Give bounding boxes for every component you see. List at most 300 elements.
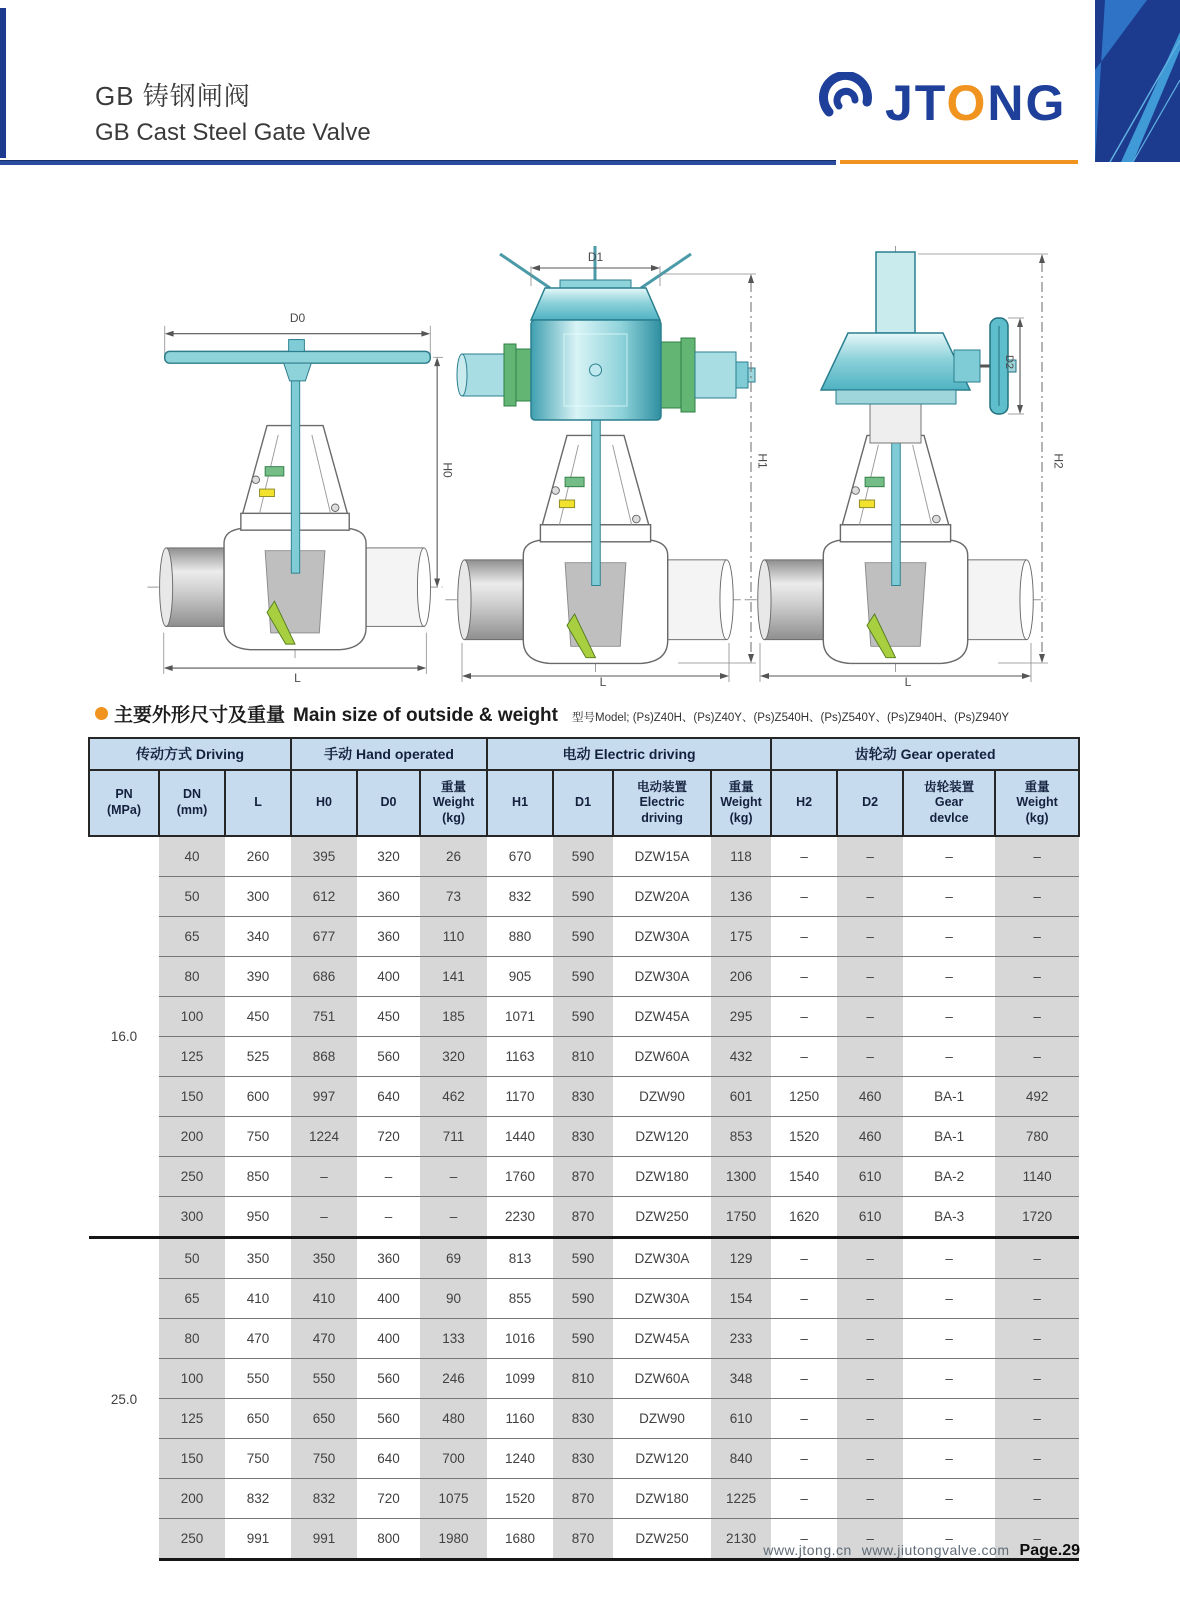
data-cell: – xyxy=(771,1279,837,1319)
data-cell: 200 xyxy=(159,1117,225,1157)
column-header-cell: 电动装置 Electric driving xyxy=(613,770,711,836)
data-cell: 1225 xyxy=(711,1479,771,1519)
data-cell: – xyxy=(995,1238,1079,1279)
data-cell: 462 xyxy=(420,1077,487,1117)
column-header-cell: PN (MPa) xyxy=(89,770,159,836)
column-header-cell: H0 xyxy=(291,770,357,836)
data-cell: – xyxy=(837,1037,903,1077)
data-cell: – xyxy=(771,1439,837,1479)
data-cell: – xyxy=(837,1279,903,1319)
data-cell: 1170 xyxy=(487,1077,553,1117)
data-cell: 686 xyxy=(291,957,357,997)
data-cell: – xyxy=(903,1279,995,1319)
data-cell: 90 xyxy=(420,1279,487,1319)
data-cell: 560 xyxy=(357,1359,420,1399)
data-cell: 80 xyxy=(159,957,225,997)
data-cell: – xyxy=(995,917,1079,957)
group-header-cell: 传动方式 Driving xyxy=(89,738,291,770)
data-cell: 320 xyxy=(420,1037,487,1077)
corner-band-graphic xyxy=(1095,0,1180,162)
table-column-row xyxy=(89,770,1079,836)
gear-valve-illustration xyxy=(758,238,1058,686)
data-cell: 1224 xyxy=(291,1117,357,1157)
data-cell: 650 xyxy=(291,1399,357,1439)
data-cell: DZW20A xyxy=(613,877,711,917)
data-cell: DZW15A xyxy=(613,836,711,877)
data-cell: 360 xyxy=(357,917,420,957)
dim-label-h2: H2 xyxy=(1051,453,1066,469)
page-title xyxy=(95,76,371,147)
table-row xyxy=(89,997,1079,1037)
data-cell: 800 xyxy=(357,1519,420,1560)
page-footer xyxy=(763,1542,1080,1560)
data-cell: 470 xyxy=(225,1319,291,1359)
data-cell: – xyxy=(771,957,837,997)
brand-jt: JT xyxy=(885,75,947,131)
header-rule-blue xyxy=(0,160,836,165)
dim-label-h1: H1 xyxy=(755,453,770,469)
model-list: 型号Model; (Ps)Z40H、(Ps)Z40Y、(Ps)Z540H、(Ps)Z540Y、(Ps)Z940H、(Ps)Z940Y xyxy=(571,712,1010,724)
data-cell: 295 xyxy=(711,997,771,1037)
data-cell: – xyxy=(357,1157,420,1197)
data-cell: 590 xyxy=(553,917,613,957)
data-cell: – xyxy=(837,1479,903,1519)
data-cell: 450 xyxy=(357,997,420,1037)
data-cell: DZW90 xyxy=(613,1077,711,1117)
data-cell: 870 xyxy=(553,1197,613,1238)
dim-label-h0: H0 xyxy=(440,462,455,478)
data-cell: BA-3 xyxy=(903,1197,995,1238)
data-cell: – xyxy=(995,1037,1079,1077)
size-table-body xyxy=(89,836,1079,1560)
data-cell: – xyxy=(995,957,1079,997)
data-cell: – xyxy=(837,997,903,1037)
table-row xyxy=(89,1359,1079,1399)
data-cell: DZW60A xyxy=(613,1359,711,1399)
table-row xyxy=(89,1117,1079,1157)
data-cell: 750 xyxy=(225,1117,291,1157)
data-cell: DZW180 xyxy=(613,1157,711,1197)
data-cell: 340 xyxy=(225,917,291,957)
page-title-en: GB Cast Steel Gate Valve xyxy=(95,119,371,146)
data-cell: 348 xyxy=(711,1359,771,1399)
data-cell: – xyxy=(995,997,1079,1037)
data-cell: 400 xyxy=(357,1319,420,1359)
data-cell: 600 xyxy=(225,1077,291,1117)
data-cell: 175 xyxy=(711,917,771,957)
data-cell: 650 xyxy=(225,1399,291,1439)
data-cell: 233 xyxy=(711,1319,771,1359)
data-cell: 100 xyxy=(159,1359,225,1399)
data-cell: 560 xyxy=(357,1037,420,1077)
brand-o: O xyxy=(946,75,988,131)
data-cell: – xyxy=(771,877,837,917)
data-cell: 991 xyxy=(291,1519,357,1560)
data-cell: 1520 xyxy=(487,1479,553,1519)
footer-url-jiutongvalve: www.jiutongvalve.com xyxy=(861,1542,1010,1558)
dim-label-d0: D0 xyxy=(289,311,306,325)
data-cell: 350 xyxy=(291,1238,357,1279)
data-cell: – xyxy=(837,917,903,957)
size-weight-table xyxy=(88,737,1080,1561)
data-cell: 612 xyxy=(291,877,357,917)
data-cell: – xyxy=(837,1359,903,1399)
data-cell: 360 xyxy=(357,877,420,917)
pn-cell: 16.0 xyxy=(89,836,159,1238)
data-cell: – xyxy=(903,917,995,957)
table-row xyxy=(89,1479,1079,1519)
data-cell: – xyxy=(903,877,995,917)
data-cell: – xyxy=(903,1519,995,1560)
table-row xyxy=(89,1157,1079,1197)
data-cell: 65 xyxy=(159,1279,225,1319)
data-cell: 1760 xyxy=(487,1157,553,1197)
data-cell: 395 xyxy=(291,836,357,877)
data-cell: – xyxy=(771,1359,837,1399)
data-cell: – xyxy=(837,1238,903,1279)
data-cell: 590 xyxy=(553,997,613,1037)
table-row xyxy=(89,957,1079,997)
data-cell: 50 xyxy=(159,1238,225,1279)
data-cell: 610 xyxy=(711,1399,771,1439)
section-title xyxy=(95,700,1009,727)
data-cell: – xyxy=(995,1399,1079,1439)
data-cell: 830 xyxy=(553,1439,613,1479)
data-cell: 560 xyxy=(357,1399,420,1439)
pn-cell: 25.0 xyxy=(89,1238,159,1560)
data-cell: BA-1 xyxy=(903,1077,995,1117)
data-cell: 850 xyxy=(225,1157,291,1197)
table-row xyxy=(89,836,1079,877)
handwheel-valve-drawing xyxy=(150,305,455,685)
data-cell: 250 xyxy=(159,1519,225,1560)
column-header-cell: H1 xyxy=(487,770,553,836)
table-row xyxy=(89,877,1079,917)
data-cell: – xyxy=(995,836,1079,877)
data-cell: 780 xyxy=(995,1117,1079,1157)
data-cell: 832 xyxy=(225,1479,291,1519)
data-cell: 832 xyxy=(487,877,553,917)
data-cell: 141 xyxy=(420,957,487,997)
data-cell: 129 xyxy=(711,1238,771,1279)
data-cell: 525 xyxy=(225,1037,291,1077)
column-header-cell: 重量 Weight (kg) xyxy=(995,770,1079,836)
data-cell: 610 xyxy=(837,1197,903,1238)
footer-url-jtong: www.jtong.cn xyxy=(763,1542,852,1558)
data-cell: 1300 xyxy=(711,1157,771,1197)
data-cell: 853 xyxy=(711,1117,771,1157)
data-cell: 1016 xyxy=(487,1319,553,1359)
data-cell: – xyxy=(995,877,1079,917)
data-cell: DZW30A xyxy=(613,1279,711,1319)
data-cell: 480 xyxy=(420,1399,487,1439)
data-cell: 73 xyxy=(420,877,487,917)
data-cell: 855 xyxy=(487,1279,553,1319)
data-cell: – xyxy=(837,1519,903,1560)
data-cell: BA-2 xyxy=(903,1157,995,1197)
group-header-cell: 齿轮动 Gear operated xyxy=(771,738,1079,770)
gear-valve-drawing xyxy=(758,238,1066,689)
data-cell: 390 xyxy=(225,957,291,997)
data-cell: – xyxy=(995,1439,1079,1479)
data-cell: 200 xyxy=(159,1479,225,1519)
dim-label-d1: D1 xyxy=(587,250,604,264)
data-cell: – xyxy=(771,1319,837,1359)
data-cell: 720 xyxy=(357,1479,420,1519)
data-cell: 460 xyxy=(837,1117,903,1157)
data-cell: 100 xyxy=(159,997,225,1037)
header-rule-orange xyxy=(840,160,1078,164)
data-cell: – xyxy=(771,1037,837,1077)
data-cell: – xyxy=(837,836,903,877)
data-cell: 750 xyxy=(291,1439,357,1479)
data-cell: 320 xyxy=(357,836,420,877)
dim-label-d2: D2 xyxy=(1003,354,1016,370)
data-cell: 590 xyxy=(553,877,613,917)
data-cell: 260 xyxy=(225,836,291,877)
data-cell: – xyxy=(291,1157,357,1197)
data-cell: – xyxy=(995,1359,1079,1399)
data-cell: 601 xyxy=(711,1077,771,1117)
data-cell: – xyxy=(420,1197,487,1238)
brand-swirl-icon xyxy=(815,72,877,134)
data-cell: – xyxy=(903,836,995,877)
data-cell: – xyxy=(903,1319,995,1359)
data-cell: 991 xyxy=(225,1519,291,1560)
column-header-cell: H2 xyxy=(771,770,837,836)
data-cell: 1680 xyxy=(487,1519,553,1560)
data-cell: DZW30A xyxy=(613,957,711,997)
column-header-cell: D2 xyxy=(837,770,903,836)
data-cell: DZW45A xyxy=(613,1319,711,1359)
data-cell: 470 xyxy=(291,1319,357,1359)
data-cell: 1980 xyxy=(420,1519,487,1560)
data-cell: 868 xyxy=(291,1037,357,1077)
data-cell: 590 xyxy=(553,836,613,877)
column-header-cell: D1 xyxy=(553,770,613,836)
data-cell: DZW60A xyxy=(613,1037,711,1077)
data-cell: – xyxy=(771,836,837,877)
table-row xyxy=(89,1077,1079,1117)
data-cell: 590 xyxy=(553,957,613,997)
data-cell: 350 xyxy=(225,1238,291,1279)
page-title-zh: GB 铸钢闸阀 xyxy=(95,81,251,111)
data-cell: 69 xyxy=(420,1238,487,1279)
table-row xyxy=(89,1037,1079,1077)
data-cell: 300 xyxy=(225,877,291,917)
data-cell: 700 xyxy=(420,1439,487,1479)
data-cell: 1160 xyxy=(487,1399,553,1439)
data-cell: 550 xyxy=(291,1359,357,1399)
data-cell: 400 xyxy=(357,1279,420,1319)
column-header-cell: 重量 Weight (kg) xyxy=(711,770,771,836)
data-cell: 150 xyxy=(159,1077,225,1117)
data-cell: 125 xyxy=(159,1037,225,1077)
data-cell: DZW120 xyxy=(613,1439,711,1479)
group-header-cell: 电动 Electric driving xyxy=(487,738,771,770)
data-cell: – xyxy=(837,957,903,997)
data-cell: 810 xyxy=(553,1359,613,1399)
orange-bullet-icon xyxy=(95,707,108,720)
section-title-zh: 主要外形尺寸及重量 xyxy=(114,705,286,726)
data-cell: 711 xyxy=(420,1117,487,1157)
data-cell: 1250 xyxy=(771,1077,837,1117)
data-cell: 1240 xyxy=(487,1439,553,1479)
dim-label-l2: L xyxy=(904,675,912,689)
data-cell: – xyxy=(995,1279,1079,1319)
data-cell: DZW180 xyxy=(613,1479,711,1519)
data-cell: 1520 xyxy=(771,1117,837,1157)
table-row xyxy=(89,1399,1079,1439)
page-number: Page.29 xyxy=(1019,1542,1080,1559)
data-cell: – xyxy=(995,1519,1079,1560)
data-cell: – xyxy=(995,1319,1079,1359)
table-row xyxy=(89,1238,1079,1279)
data-cell: 870 xyxy=(553,1479,613,1519)
data-cell: 1075 xyxy=(420,1479,487,1519)
brand-ng: NG xyxy=(987,75,1067,131)
group-header-cell: 手动 Hand operated xyxy=(291,738,487,770)
data-cell: 460 xyxy=(837,1077,903,1117)
data-cell: 751 xyxy=(291,997,357,1037)
data-cell: – xyxy=(291,1197,357,1238)
data-cell: – xyxy=(771,997,837,1037)
dim-label-l0: L xyxy=(294,671,301,685)
table-row xyxy=(89,1319,1079,1359)
data-cell: 997 xyxy=(291,1077,357,1117)
dim-label-l1: L xyxy=(599,675,607,689)
data-cell: – xyxy=(771,917,837,957)
data-cell: 905 xyxy=(487,957,553,997)
data-cell: 2130 xyxy=(711,1519,771,1560)
electric-valve-drawing xyxy=(448,238,770,689)
data-cell: DZW45A xyxy=(613,997,711,1037)
data-cell: – xyxy=(995,1479,1079,1519)
data-cell: 110 xyxy=(420,917,487,957)
data-cell: 677 xyxy=(291,917,357,957)
data-cell: 590 xyxy=(553,1279,613,1319)
data-cell: 590 xyxy=(553,1238,613,1279)
table-row xyxy=(89,1197,1079,1238)
handwheel-valve-illustration xyxy=(150,305,445,680)
electric-valve-illustration xyxy=(448,238,758,686)
column-header-cell: DN (mm) xyxy=(159,770,225,836)
data-cell: 136 xyxy=(711,877,771,917)
data-cell: 590 xyxy=(553,1319,613,1359)
data-cell: 2230 xyxy=(487,1197,553,1238)
data-cell: – xyxy=(837,1399,903,1439)
data-cell: 870 xyxy=(553,1519,613,1560)
column-header-cell: D0 xyxy=(357,770,420,836)
data-cell: 410 xyxy=(291,1279,357,1319)
data-cell: 1620 xyxy=(771,1197,837,1238)
data-cell: – xyxy=(903,1439,995,1479)
data-cell: 870 xyxy=(553,1157,613,1197)
data-cell: BA-1 xyxy=(903,1117,995,1157)
data-cell: – xyxy=(903,1359,995,1399)
data-cell: – xyxy=(771,1479,837,1519)
section-title-en: Main size of outside & weight xyxy=(293,705,558,726)
data-cell: 185 xyxy=(420,997,487,1037)
data-cell: 1540 xyxy=(771,1157,837,1197)
data-cell: – xyxy=(837,1439,903,1479)
data-cell: 80 xyxy=(159,1319,225,1359)
data-cell: 400 xyxy=(357,957,420,997)
data-cell: 640 xyxy=(357,1439,420,1479)
table-row xyxy=(89,1279,1079,1319)
data-cell: – xyxy=(771,1519,837,1560)
data-cell: 720 xyxy=(357,1117,420,1157)
data-cell: DZW250 xyxy=(613,1519,711,1560)
data-cell: 410 xyxy=(225,1279,291,1319)
data-cell: 26 xyxy=(420,836,487,877)
data-cell: 750 xyxy=(225,1439,291,1479)
data-cell: 40 xyxy=(159,836,225,877)
data-cell: 1099 xyxy=(487,1359,553,1399)
data-cell: 1720 xyxy=(995,1197,1079,1238)
data-cell: 432 xyxy=(711,1037,771,1077)
data-cell: 880 xyxy=(487,917,553,957)
data-cell: 125 xyxy=(159,1399,225,1439)
data-cell: – xyxy=(837,1319,903,1359)
data-cell: 1071 xyxy=(487,997,553,1037)
data-cell: 300 xyxy=(159,1197,225,1238)
data-cell: 1750 xyxy=(711,1197,771,1238)
data-cell: 150 xyxy=(159,1439,225,1479)
data-cell: 830 xyxy=(553,1117,613,1157)
data-cell: 610 xyxy=(837,1157,903,1197)
table-row xyxy=(89,917,1079,957)
data-cell: DZW30A xyxy=(613,917,711,957)
data-cell: – xyxy=(903,1037,995,1077)
data-cell: 950 xyxy=(225,1197,291,1238)
data-cell: 65 xyxy=(159,917,225,957)
data-cell: 1163 xyxy=(487,1037,553,1077)
data-cell: 206 xyxy=(711,957,771,997)
brand-logo xyxy=(815,72,1066,134)
data-cell: 360 xyxy=(357,1238,420,1279)
data-cell: 670 xyxy=(487,836,553,877)
data-cell: 830 xyxy=(553,1077,613,1117)
column-header-cell: 齿轮装置 Gear devlce xyxy=(903,770,995,836)
data-cell: – xyxy=(771,1399,837,1439)
table-row xyxy=(89,1439,1079,1479)
data-cell: 450 xyxy=(225,997,291,1037)
data-cell: – xyxy=(357,1197,420,1238)
data-cell: 250 xyxy=(159,1157,225,1197)
data-cell: 1140 xyxy=(995,1157,1079,1197)
data-cell: DZW120 xyxy=(613,1117,711,1157)
data-cell: 1440 xyxy=(487,1117,553,1157)
data-cell: 550 xyxy=(225,1359,291,1399)
data-cell: – xyxy=(420,1157,487,1197)
data-cell: 830 xyxy=(553,1399,613,1439)
data-cell: 50 xyxy=(159,877,225,917)
data-cell: – xyxy=(837,877,903,917)
data-cell: – xyxy=(903,997,995,1037)
data-cell: – xyxy=(771,1238,837,1279)
data-cell: – xyxy=(903,1479,995,1519)
data-cell: 813 xyxy=(487,1238,553,1279)
data-cell: DZW90 xyxy=(613,1399,711,1439)
data-cell: 133 xyxy=(420,1319,487,1359)
data-cell: 810 xyxy=(553,1037,613,1077)
left-edge-accent-bar xyxy=(0,8,6,158)
data-cell: – xyxy=(903,957,995,997)
data-cell: DZW30A xyxy=(613,1238,711,1279)
data-cell: 246 xyxy=(420,1359,487,1399)
data-cell: – xyxy=(903,1238,995,1279)
